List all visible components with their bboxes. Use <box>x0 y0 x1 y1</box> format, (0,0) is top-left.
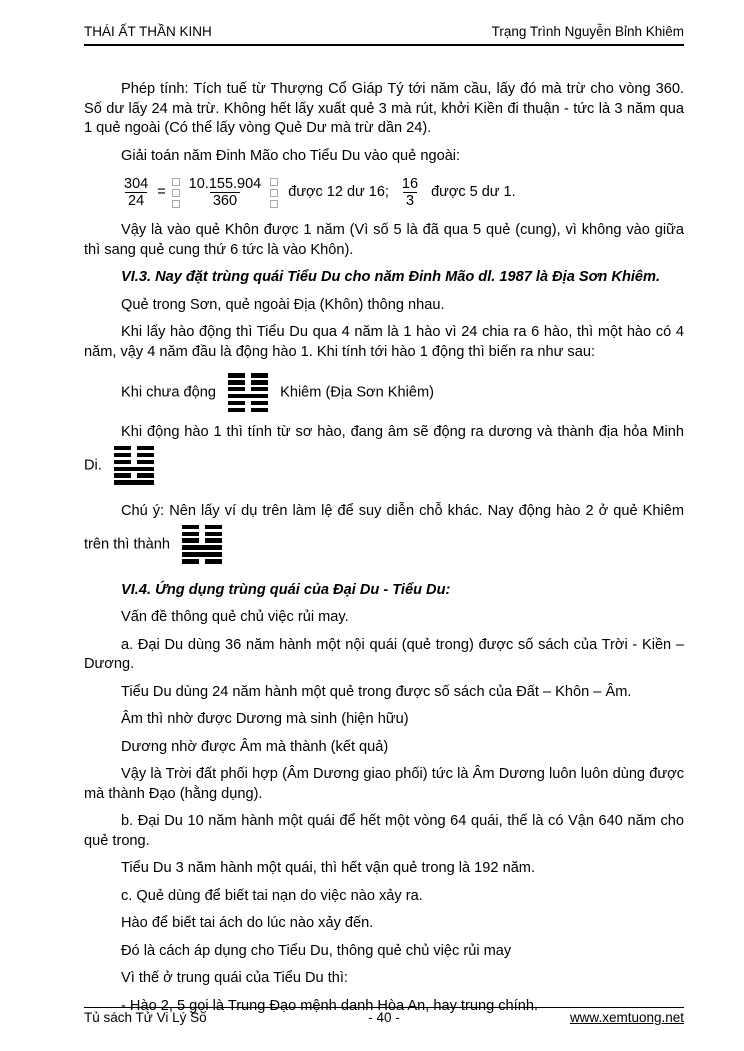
paragraph-do-la-cach: Đó là cách áp dụng cho Tiểu Du, thông quẻ chủ việc rủi may <box>121 942 512 959</box>
paragraph-phep-tinh: Phép tính: Tích tuế từ Thượng Cổ Giáp Tý tới năm cầu, lấy đó mà trừ cho vòng 360. Số dư lấy 24 mà trừ. Không hết lấy xuất quẻ 3 mà rút, khởi Kiền đi thuận - tức là 3 năm qua 1 quẻ ngoài (Có thể lấy vòng Quẻ Dư mà trừ dần 24). <box>84 81 684 136</box>
paragraph-khi-dong-hao-1: Khi động hào 1 thì tính từ sơ hào, đang âm sẽ động ra dương và thành địa hỏa Minh Di. <box>84 423 684 488</box>
header-book-title: THÁI ẤT THẦN KINH <box>84 24 212 39</box>
page-header <box>84 0 684 39</box>
missing-glyph-boxes-right <box>270 178 278 208</box>
page-number: - 40 - <box>368 1010 400 1025</box>
heading-vi3: VI.3. Nay đặt trùng quái Tiểu Du cho năm Đinh Mão dl. 1987 là Địa Sơn Khiêm. <box>121 269 661 285</box>
paragraph-vi-the: Vì thế ở trung quái của Tiểu Du thì: <box>121 970 348 987</box>
paragraph-vay-la-khon: Vậy là vào quẻ Khôn được 1 năm (Vì số 5 là đã qua 5 quẻ (cung), vì không vào giữa thì sang quẻ cung thứ 6 tức là vào Khôn). <box>84 222 684 258</box>
paragraph-duong-nho: Dương nhờ được Âm mà thành (kết quả) <box>121 738 389 755</box>
paragraph-chu-y: Chú ý: Nên lấy ví dụ trên làm lệ để suy diễn chỗ khác. Nay động hào 2 ở quẻ Khiêm trên thì thành <box>84 502 684 567</box>
hexagram-dia-hoa-minh-di <box>114 445 154 486</box>
hexagram-dia-son-khiem <box>228 372 268 413</box>
page-footer <box>84 1007 684 1025</box>
footer-rule <box>84 1007 684 1008</box>
missing-glyph-boxes-left <box>172 178 180 208</box>
paragraph-a-dai-du: a. Đại Du dùng 36 năm hành một nội quái (quẻ trong) được số sách của Trời - Kiền – Dương. <box>84 636 684 673</box>
hexagram-dia-phong-thang <box>182 524 222 565</box>
paragraph-khi-chua-dong: Khi chưa động Khiêm (Địa Sơn Khiêm) <box>84 370 684 415</box>
paragraph-vay-troi-dat: Vậy là Trời đất phối hợp (Âm Dương giao phối) tức là Âm Dương luôn luôn dùng được mà thành Đạo (hằng dụng). <box>84 766 684 802</box>
footer-website-link[interactable]: www.xemtuong.net <box>569 1010 684 1025</box>
fraction-10155904-360: $\frac{10.155.904}{360}$ <box>188 176 262 209</box>
page-body <box>84 80 684 1016</box>
paragraph-tieu-du-3: Tiểu Du 3 năm hành một quái, thì hết vận quẻ trong là 192 năm. <box>121 860 536 877</box>
paragraph-tieu-du-24: Tiểu Du dùng 24 năm hành một quẻ trong được số sách của Đất – Khôn – Âm. <box>121 683 632 700</box>
formula-end-text: được 5 dư 1. <box>431 183 516 200</box>
paragraph-am-thi: Âm thì nhờ được Dương mà sinh (hiện hữu) <box>121 711 409 728</box>
paragraph-giai-toan: Giải toán năm Đinh Mão cho Tiểu Du vào quẻ ngoài: <box>121 147 461 164</box>
header-author: Trạng Trình Nguyễn Bỉnh Khiêm <box>491 24 684 39</box>
fraction-304-24: $\frac{304}{24}$ <box>124 176 149 209</box>
paragraph-khi-lay-hao: Khi lấy hào động thì Tiểu Du qua 4 năm là 1 hào vì 24 chia ra 6 hào, thì một hào có 4 năm, vậy 4 năm đầu là động hào 1. Khi tính tới hào 1 động thì biến ra như sau: <box>84 324 684 360</box>
paragraph-que-trong-son: Quẻ trong Sơn, quẻ ngoài Địa (Khôn) thông nhau. <box>121 296 445 313</box>
fraction-16-3: $\frac{16}{3}$ <box>401 176 419 209</box>
formula-mid-text: được 12 dư 16; <box>288 183 389 200</box>
heading-vi4: VI.4. Ứng dụng trùng quái của Đại Du - Tiểu Du: <box>121 581 451 598</box>
footer-series-title: Tủ sách Tử Vi Lý Số <box>84 1010 207 1025</box>
formula-line <box>121 176 684 209</box>
equals-sign: = <box>157 183 166 200</box>
paragraph-van-de: Vấn đề thông quẻ chủ việc rủi may. <box>121 609 349 626</box>
paragraph-hao-2-5: - Hào 2, 5 gọi là Trung Đạo mệnh danh Hòa An, hay trung chính. <box>121 997 538 1014</box>
header-rule <box>84 44 684 46</box>
paragraph-hao-de-biet: Hào để biết tai ách do lúc nào xảy đến. <box>121 915 374 932</box>
paragraph-c-que-dung: c. Quẻ dùng để biết tai nạn do việc nào xảy ra. <box>121 887 423 904</box>
paragraph-b-dai-du: b. Đại Du 10 năm hành một quái để hết một vòng 64 quái, thế là có Vận 640 năm cho quẻ trong. <box>84 813 684 849</box>
